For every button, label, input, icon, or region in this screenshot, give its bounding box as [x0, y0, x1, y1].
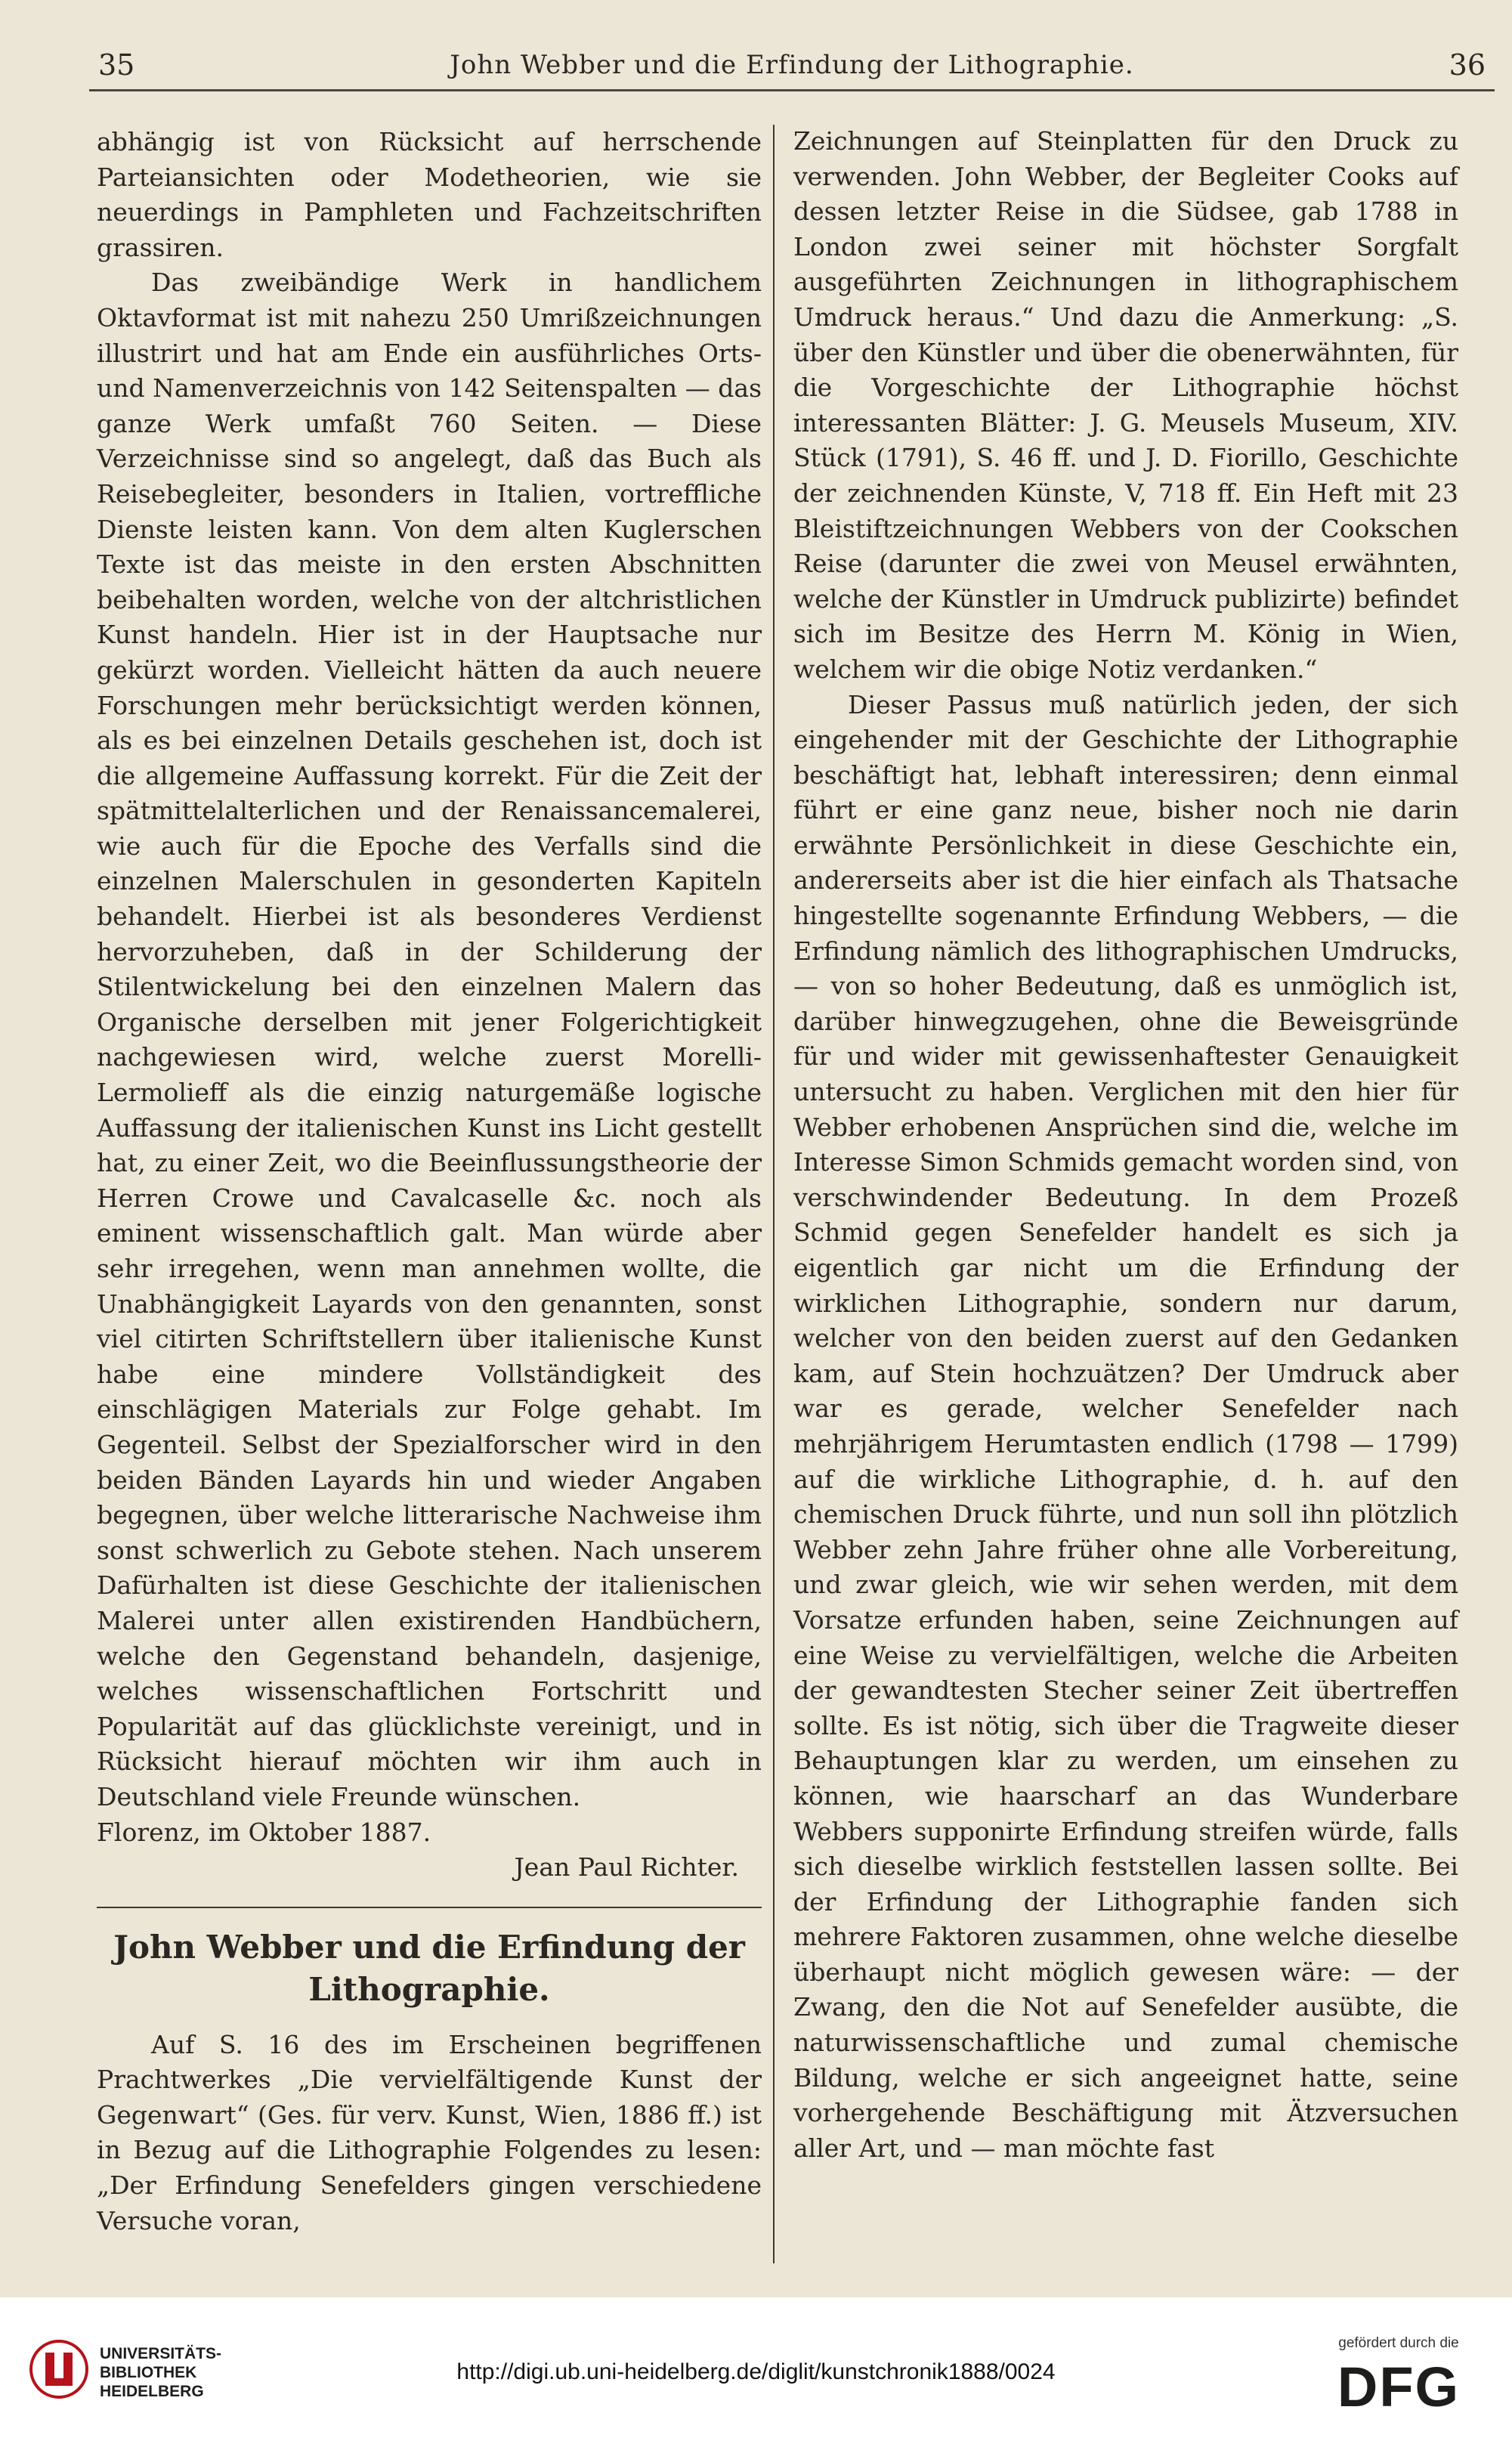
funder-text: gefördert durch die: [1338, 2335, 1459, 2351]
paragraph: Zeichnungen auf Steinplatten für den Druck zu verwenden. John Webber, der Begleiter Cooks auf dessen letzter Reise in die Südsee, gab 1788 in London zwei seiner mit höchster Sorgfalt ausgeführten Zeichnungen in lithographischem Umdruck heraus.“ Und dazu die Anmerkung: „S. über den Künstler und über die obenerwähnten, für die Vorgeschichte der Lithographie höchst interessanten Blätter: J. G. Meusels Museum, XIV. Stück (1791), S. 46 ff. und J. D. Fiorillo, Geschichte der zeichnenden Künste, V, 718 ff. Ein Heft mit 23 Bleistiftzeichnungen Webbers von der Cookschen Reise (darunter die zwei von Meusel erwähnten, welche der Künstler in Umdruck publizirte) befindet sich im Besitze des Herrn M. König in Wien, welchem wir die obige Notiz verdanken.“: [793, 126, 1458, 684]
section-rule: [97, 1907, 762, 1908]
paragraph: Dieser Passus muß natürlich jeden, der sich eingehender mit der Geschichte der Lithographie beschäftigt hat, lebhaft interessiren; denn einmal führt er eine ganz neue, bisher noch nie darin erwähnte Persönlichkeit in diese Geschichte ein, andererseits aber ist die hier einfach als Thatsache hingestellte sogenannte Erfindung Webbers, — die Erfindung nämlich des lithographischen Umdrucks, — von so hoher Bedeutung, daß es unmöglich ist, darüber hinwegzugehen, ohne die Beweisgründe für und wider mit gewissenhaftester Genauigkeit untersucht zu haben. Verglichen mit den hier für Webber erhobenen Ansprüchen sind die, welche im Interesse Simon Schmids gemacht worden sind, von verschwindender Bedeutung. In dem Prozeß Schmid gegen Senefelder handelt es sich ja eigentlich gar nicht um die Erfindung der wirklichen Lithographie, sondern nur darum, welcher von den beiden zuerst auf den Gedanken kam, auf Stein hochzuätzen? Der Umdruck aber war es gerade, welcher Senefelder nach mehrjährigem Herumtasten endlich (1798 — 1799) auf die wirkliche Lithographie, d. h. auf den chemischen Druck führte, und nun soll ihn plötzlich Webber zehn Jahre früher ohne alle Vorbereitung, und zwar gleich, wie wir sehen werden, mit dem Vorsatze erfunden haben, seine Zeichnungen auf eine Weise zu vervielfältigen, welche die Arbeiten der gewandtesten Stecher seiner Zeit übertreffen sollte. Es ist nötig, sich über die Tragweite dieser Behauptungen klar zu werden, um einsehen zu können, wie haarscharf an das Wunderbare Webbers supponirte Erfindung streifen würde, falls sich dieselbe wirklich feststellen lassen sollte. Bei der Erfindung der Lithographie fanden sich mehrere Faktoren zusammen, ohne welche dieselbe überhaupt nicht möglich gewesen wäre: — der Zwang, den die Not auf Senefelder ausübte, die naturwissenschaftliche und zumal chemische Bildung, welche er sich angeeignet hatte, seine vorhergehende Beschäftigung mit Ätzversuchen aller Art, und — man möchte fast: [793, 689, 1458, 2163]
column-divider: [773, 125, 775, 2263]
funder-credit: [1308, 2335, 1489, 2421]
paragraph: Auf S. 16 des im Erscheinen begriffenen Prachtwerkes „Die vervielfältigende Kunst der Gegenwart“ (Ges. für verv. Kunst, Wien, 1886 ff.) ist in Bezug auf die Lithographie Folgendes zu lesen: „Der Erfindung Senefelders gingen verschiedene Versuche voran,: [97, 2029, 762, 2235]
author-signature: Jean Paul Richter.: [514, 1852, 739, 1882]
library-name: UNIVERSITÄTS- BIBLIOTHEK HEIDELBERG: [100, 2345, 222, 2400]
footer: [0, 2297, 1512, 2444]
paragraph: Das zweibändige Werk in handlichem Oktavformat ist mit nahezu 250 Umrißzeichnungen illustrirt und hat am Ende ein ausführliches Orts- und Namenverzeichnis von 142 Seitenspalten — das ganze Werk umfaßt 760 Seiten. — Diese Verzeichnisse sind so angelegt, daß das Buch als Reisebegleiter, besonders in Italien, vortreffliche Dienste leisten kann. Von dem alten Kuglerschen Texte ist das meiste in den ersten Abschnitten beibehalten worden, welche von der altchristlichen Kunst handeln. Hier ist in der Hauptsache nur gekürzt worden. Vielleicht hätten da auch neuere Forschungen mehr berücksichtigt werden können, als es bei einzelnen Details geschehen ist, doch ist die allgemeine Auffassung korrekt. Für die Zeit der spätmittelalterlichen und der Renaissancemalerei, wie auch für die Epoche des Verfalls sind die einzelnen Malerschulen in gesonderten Kapiteln behandelt. Hierbei ist als besonderes Verdienst hervorzuheben, daß in der Schilderung der Stilentwickelung bei den einzelnen Malern das Organische derselben mit jener Folgerichtigkeit nachgewiesen wird, welche zuerst Morelli-Lermolieff als die einzig naturgemäße logische Auffassung der italienischen Kunst ins Licht gestellt hat, zu einer Zeit, wo die Beeinflussungstheorie der Herren Crowe und Cavalcaselle &c. noch als eminent wissenschaftlich galt. Man würde aber sehr irregehen, wenn man annehmen wollte, die Unabhängigkeit Layards von den genannten, sonst viel citirten Schriftstellern über italienische Kunst habe eine mindere Vollständigkeit des einschlägigen Materials zur Folge gehabt. Im Gegenteil. Selbst der Spezialforscher wird in den beiden Bänden Layards hin und wieder Angaben begegnen, über welche litterarische Nachweise ihm sonst schwerlich zu Gebote stehen. Nach unserem Dafürhalten ist diese Geschichte der italienischen Malerei unter allen existirenden Handbüchern, welche den Gegenstand behandeln, dasjenige, welches wissenschaftlichen Fortschritt und Popularität auf das glücklichste vereinigt, und in Rücksicht hierauf möchten wir ihm auch in Deutschland viele Freunde wünschen.: [97, 268, 762, 1811]
article-title: John Webber und die Erfindung der Lithographie.: [113, 1928, 745, 2008]
running-title: John Webber und die Erfindung der Lithographie.: [450, 50, 1134, 80]
source-url-link[interactable]: http://digi.ub.uni-heidelberg.de/diglit/kunstchronik1888/0024: [456, 2359, 1056, 2384]
svg-text:DFG: DFG: [1337, 2356, 1461, 2417]
dfg-logo-icon: [1316, 2356, 1482, 2417]
paragraph: abhängig ist von Rücksicht auf herrschende Parteiansichten oder Modetheorien, wie sie neuerdings in Pamphleten und Fachzeitschriften grassiren.: [97, 127, 762, 262]
page-number-left: 35: [98, 48, 135, 82]
page-number-right: 36: [1449, 48, 1486, 82]
page-header: [89, 44, 1495, 89]
dateline: Florenz, im Oktober 1887.: [97, 1817, 431, 1847]
right-column: [793, 124, 1458, 2166]
header-rule: [89, 89, 1495, 91]
left-column: [97, 125, 762, 2238]
